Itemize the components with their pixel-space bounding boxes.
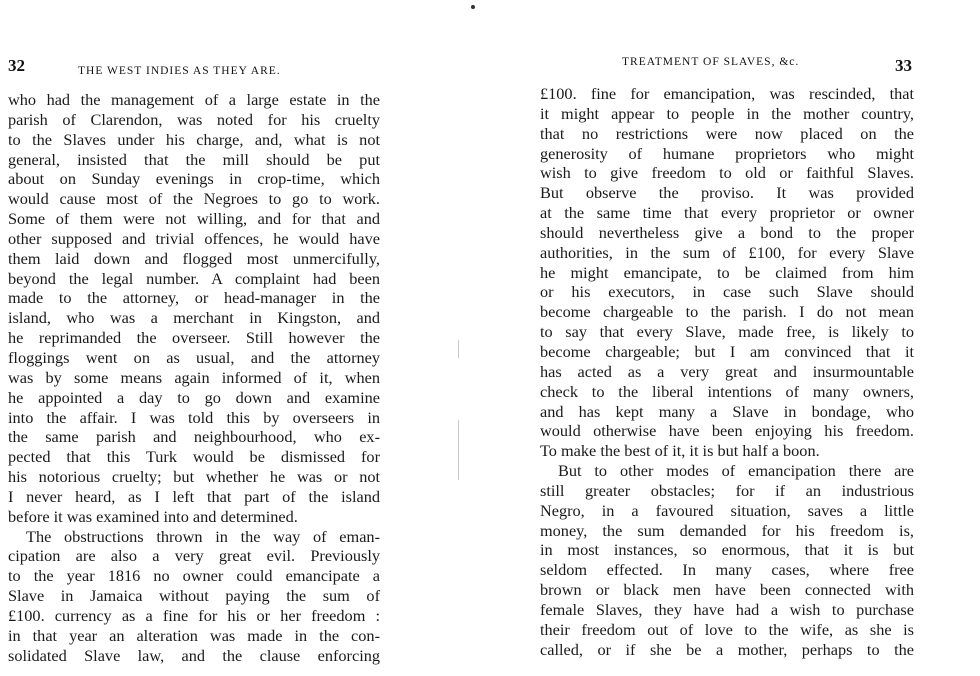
text-line: he appointed a day to go down and examine [8, 387, 380, 407]
text-line: to say that every Slave, made free, is likely to [540, 322, 914, 342]
text-line: Some of them were not willing, and for that and [8, 209, 380, 229]
text-line: still greater obstacles; for if an industrious [540, 480, 914, 500]
text-line: made to the attorney, or head-manager in the [8, 288, 380, 308]
text-line: seldom effected. In many cases, where free [540, 560, 914, 580]
left-running-head: THE WEST INDIES AS THEY ARE. [78, 65, 281, 77]
text-line: beyond the legal number. A complaint had been [8, 268, 380, 288]
text-line: about on Sunday evenings in crop-time, which [8, 169, 380, 189]
text-line: was by some means again informed of it, when [8, 367, 380, 387]
text-line: Slave in Jamaica without paying the sum of [8, 586, 380, 606]
text-line: would cause most of the Negroes to go to work. [8, 189, 380, 209]
text-line: become chargeable to the parish. I do not mean [540, 302, 914, 322]
text-line: or his executors, in case such Slave should [540, 282, 914, 302]
text-line: I never heard, as I left that part of the island [8, 486, 380, 506]
text-line: the same parish and neighbourhood, who ex- [8, 427, 380, 447]
text-line: island, who was a merchant in Kingston, and [8, 308, 380, 328]
text-line: To make the best of it, it is but half a boon. [540, 441, 820, 461]
text-line: But to other modes of emancipation there are [558, 461, 914, 481]
text-line: money, the sum demanded for his freedom is, [540, 520, 914, 540]
text-line: other supposed and trivial offences, he would have [8, 228, 380, 248]
top-ink-dot [471, 5, 475, 9]
text-line: floggings went on as usual, and the attorney [8, 347, 380, 367]
text-line: wish to give freedom to old or faithful Slaves. [540, 163, 914, 183]
text-line: at the same time that every proprietor or owner [540, 203, 914, 223]
right-body-text [540, 84, 914, 659]
text-line: £100. fine for emancipation, was rescinded, that [540, 84, 914, 103]
text-line: that no restrictions were now placed on the [540, 123, 914, 143]
text-line: called, or if she be a mother, perhaps to the [540, 639, 914, 659]
text-line: pected that this Turk would be dismissed for [8, 447, 380, 467]
text-line: in that year an alteration was made in the con- [8, 625, 380, 645]
text-line: he reprimanded the overseer. Still however the [8, 328, 380, 348]
text-line: The obstructions thrown in the way of eman- [26, 526, 380, 546]
text-line: to the year 1816 no owner could emancipate a [8, 566, 380, 586]
right-page-number: 33 [895, 56, 912, 75]
text-line: Negro, in a favoured situation, saves a little [540, 500, 914, 520]
text-line: would otherwise have been enjoying his freedom. [540, 421, 914, 441]
left-body-text [8, 90, 380, 665]
text-line: parish of Clarendon, was noted for his cruelty [8, 109, 380, 129]
text-line: and has kept many a Slave in bondage, who [540, 401, 914, 421]
right-page [490, 0, 980, 676]
left-page-number: 32 [8, 56, 25, 75]
right-running-head: TREATMENT OF SLAVES, &c. [622, 56, 800, 68]
text-line: their freedom out of love to the wife, as she is [540, 619, 914, 639]
text-line: £100. currency as a fine for his or her freedom : [8, 605, 380, 625]
text-line: who had the management of a large estate in the [8, 90, 380, 109]
text-line: generosity of humane proprietors who might [540, 143, 914, 163]
text-line: solidated Slave law, and the clause enforcing [8, 645, 380, 665]
text-line: become chargeable; but I am convinced that it [540, 341, 914, 361]
text-line: should nevertheless give a bond to the proper [540, 222, 914, 242]
text-line: female Slaves, they have had a wish to purchase [540, 599, 914, 619]
text-line: check to the liberal intentions of many owners, [540, 381, 914, 401]
text-line: them laid down and flogged most unmercifully, [8, 248, 380, 268]
text-line: to the Slaves under his charge, and, what is not [8, 129, 380, 149]
text-line: cipation are also a very great evil. Previously [8, 546, 380, 566]
left-page [0, 0, 470, 676]
text-line: But observe the proviso. It was provided [540, 183, 914, 203]
text-line: into the affair. I was told this by overseers in [8, 407, 380, 427]
text-line: it might appear to people in the mother country, [540, 103, 914, 123]
text-line: he might emancipate, to be claimed from him [540, 262, 914, 282]
text-line: his notorious cruelty; but whether he was or not [8, 467, 380, 487]
text-line: has acted as a very great and insurmountable [540, 361, 914, 381]
text-line: before it was examined into and determined. [8, 506, 298, 526]
text-line: brown or black men have been connected with [540, 580, 914, 600]
text-line: authorities, in the sum of £100, for every Slave [540, 242, 914, 262]
text-line: general, insisted that the mill should be put [8, 149, 380, 169]
text-line: in most instances, so enormous, that it is but [540, 540, 914, 560]
